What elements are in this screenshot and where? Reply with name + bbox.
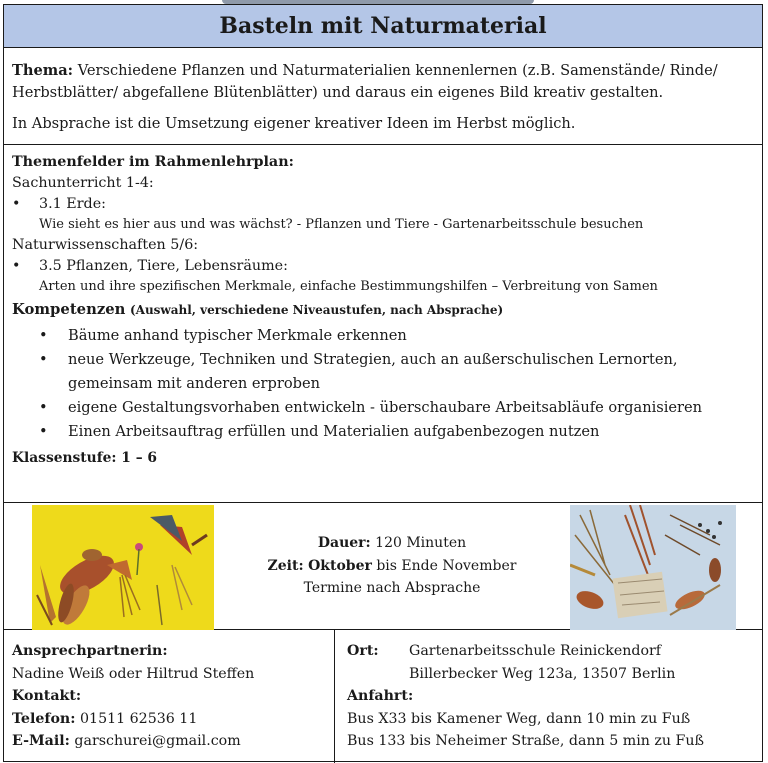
rahmenlehrplan-section [4, 145, 762, 503]
craft-photo-blue [570, 505, 736, 630]
anfahrt-label: Anfahrt: [347, 688, 414, 704]
email-line [12, 730, 326, 753]
email-link[interactable]: garschurei@gmail.com [74, 733, 241, 749]
ort-line1: Gartenarbeitsschule Reinickendorf [409, 643, 662, 659]
anfahrt-line2: Bus 133 bis Neheimer Straße, dann 5 min zu Fuß [347, 733, 705, 749]
telefon-line [12, 708, 326, 731]
dauer-line [214, 532, 570, 555]
thema-paragraph [12, 60, 754, 104]
list-item-text: neue Werkzeuge, Techniken und Strategien, auch an außerschulischen Lernorten, gemeinsam mit anderen erproben [68, 351, 678, 392]
subject-naturwissenschaften: Naturwissenschaften 5/6: [12, 237, 199, 253]
contact-section [4, 630, 762, 763]
list-item-text: Bäume anhand typischer Merkmale erkennen [68, 327, 407, 344]
klassenstufe: Klassenstufe: 1 – 6 [12, 450, 158, 466]
seed-collage-image [570, 505, 736, 630]
email-label: E-Mail: [12, 733, 70, 749]
kompetenzen-heading [12, 299, 754, 321]
item-description: Arten und ihre spezifischen Merkmale, einfache Bestimmungshilfen – Verbreitung von Samen [39, 279, 658, 294]
bullet-item [12, 194, 754, 215]
anfahrt-line1: Bus X33 bis Kamener Weg, dann 10 min zu Fuß [347, 710, 691, 727]
list-item [12, 420, 754, 444]
info-section [4, 503, 762, 630]
list-item-text: Einen Arbeitsauftrag erfüllen und Materialien aufgabenbezogen nutzen [68, 423, 600, 440]
ort-label: Ort: [347, 643, 379, 659]
bullet-icon: • [39, 351, 48, 368]
page-title: Basteln mit Naturmaterial [4, 5, 762, 48]
dauer-value: 120 Minuten [375, 535, 467, 551]
craft-photo-yellow [32, 505, 214, 630]
ort-row [347, 663, 754, 686]
kontakt-label: Kontakt: [12, 688, 82, 704]
subject-sachunterricht: Sachunterricht 1-4: [12, 175, 154, 191]
thema-label: Thema: [12, 62, 74, 79]
zeit-rest: bis Ende November [376, 557, 517, 574]
ort-row [347, 640, 754, 663]
thema-note: In Absprache ist die Umsetzung eigener kreativer Ideen im Herbst möglich. [12, 115, 576, 132]
kompetenzen-list [12, 324, 754, 444]
telefon-label: Telefon: [12, 710, 76, 727]
rahmenlehrplan-heading: Themenfelder im Rahmenlehrplan: [12, 154, 294, 170]
bullet-icon: • [12, 196, 21, 212]
dauer-label: Dauer: [317, 535, 371, 551]
termine-line: Termine nach Absprache [303, 580, 481, 596]
telefon-value[interactable]: 01511 62536 11 [80, 710, 198, 727]
bullet-icon: • [39, 423, 48, 440]
ort-spacer [347, 663, 409, 686]
kompetenzen-note: (Auswahl, verschiedene Niveaustufen, nach Absprache) [129, 303, 504, 317]
zeit-label: Zeit: [267, 557, 304, 574]
ort-column [335, 630, 762, 763]
bullet-icon: • [12, 258, 21, 274]
kompetenzen-title: Kompetenzen [12, 301, 126, 318]
zeit-line [214, 555, 570, 578]
bullet-icon: • [39, 399, 48, 416]
list-item-text: eigene Gestaltungsvorhaben entwickeln - überschaubare Arbeitsabläufe organisieren [68, 399, 703, 416]
zeit-month: Oktober [308, 557, 372, 574]
list-item [12, 324, 754, 348]
ansprech-names: Nadine Weiß oder Hiltrud Steffen [12, 665, 255, 682]
flyer-sheet [3, 4, 763, 762]
ansprech-column [4, 630, 335, 763]
thema-section [4, 48, 762, 145]
item-description: Wie sieht es hier aus und was wächst? - Pflanzen und Tiere - Gartenarbeitsschule besuchen [39, 217, 644, 232]
thema-text: Verschiedene Pflanzen und Naturmaterialien kennenlernen (z.B. Samenstände/ Rinde/ Herbstblätter/ abgefallene Blütenblätter) und daraus ein eigenes Bild kreativ gestalten. [12, 62, 718, 101]
list-item [12, 348, 754, 396]
list-item [12, 396, 754, 420]
bullet-icon: • [39, 327, 48, 344]
ansprech-label: Ansprechpartnerin: [12, 643, 168, 659]
bullet-item [12, 256, 754, 277]
ort-line2: Billerbecker Weg 123a, 13507 Berlin [409, 665, 676, 682]
item-title: 3.5 Pflanzen, Tiere, Lebensräume: [39, 258, 288, 274]
leaf-collage-image [32, 505, 214, 630]
termin-info [214, 532, 570, 600]
item-title: 3.1 Erde: [39, 196, 106, 212]
